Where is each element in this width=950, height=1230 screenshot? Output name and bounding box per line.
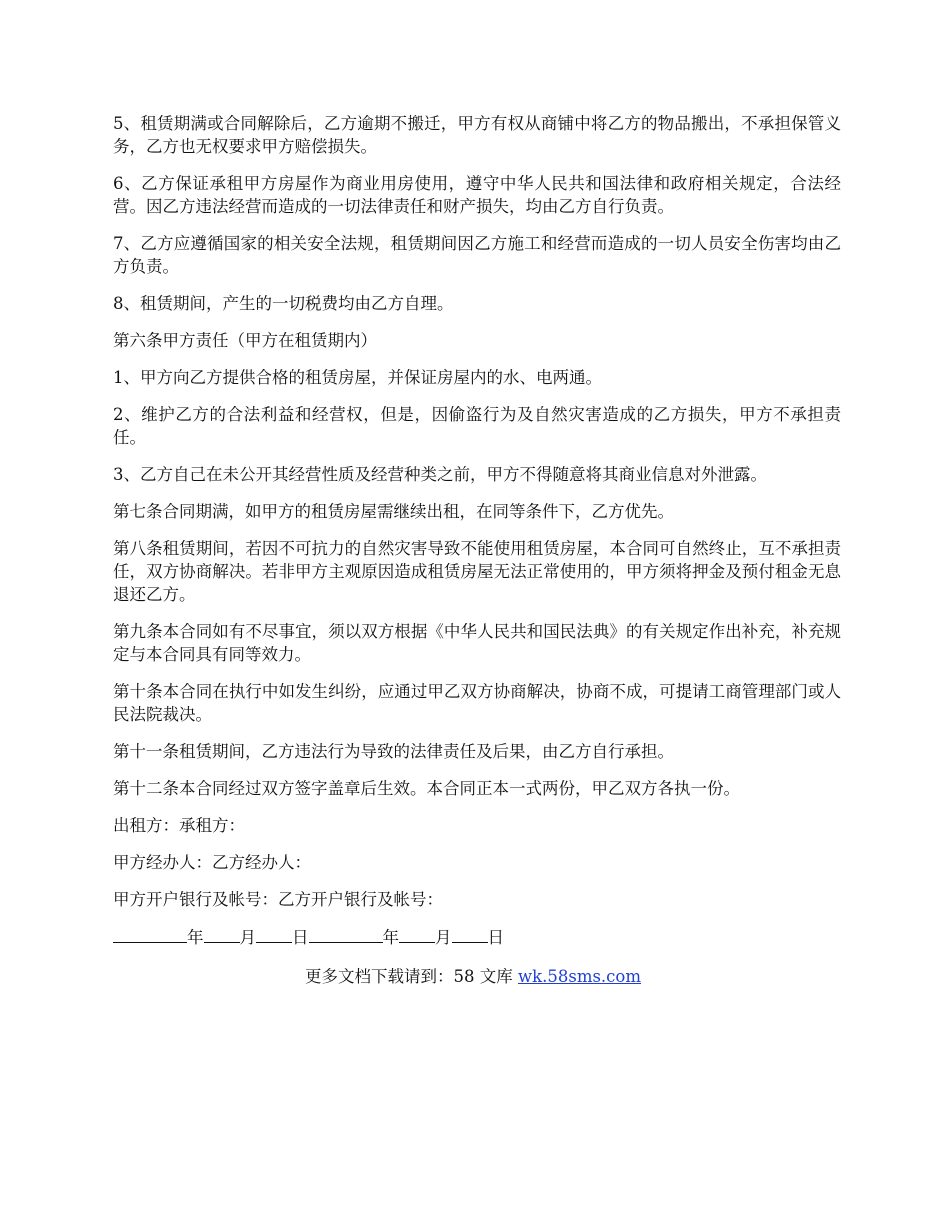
day-label-2: 日 xyxy=(487,928,504,947)
blank-year-1 xyxy=(113,925,187,943)
footer-text: 更多文档下载请到：58 文库 xyxy=(304,967,518,986)
year-label-2: 年 xyxy=(382,928,399,947)
blank-day-1 xyxy=(256,925,292,943)
article-7: 第七条合同期满，如甲方的租赁房屋需继续出租，在同等条件下，乙方优先。 xyxy=(113,502,674,521)
bank-accounts-line: 甲方开户银行及帐号：乙方开户银行及帐号： xyxy=(113,890,443,909)
article-11: 第十一条租赁期间，乙方违法行为导致的法律责任及后果，由乙方自行承担。 xyxy=(113,742,674,761)
parties-line: 出租方：承租方： xyxy=(113,816,245,835)
day-label: 日 xyxy=(292,928,309,947)
agents-line: 甲方经办人：乙方经办人： xyxy=(113,853,311,872)
date-line xyxy=(113,925,841,949)
article-6-item-2: 2、维护乙方的合法利益和经营权，但是，因偷盗行为及自然灾害造成的乙方损失，甲方不承担责任。 xyxy=(113,405,841,447)
blank-day-2 xyxy=(452,925,488,943)
clause-7: 7、乙方应遵循国家的相关安全法规，租赁期间因乙方施工和经营而造成的一切人员安全伤害均由乙方负责。 xyxy=(113,234,841,276)
article-9: 第九条本合同如有不尽事宜，须以双方根据《中华人民共和国民法典》的有关规定作出补充，补充规定与本合同具有同等效力。 xyxy=(113,622,841,664)
clause-6: 6、乙方保证承租甲方房屋作为商业用房使用，遵守中华人民共和国法律和政府相关规定，合法经营。因乙方违法经营而造成的一切法律责任和财产损失，均由乙方自行负责。 xyxy=(113,174,841,216)
clause-8: 8、租赁期间，产生的一切税费均由乙方自理。 xyxy=(113,294,454,313)
article-8: 第八条租赁期间，若因不可抗力的自然灾害导致不能使用租赁房屋，本合同可自然终止，互不承担责任，双方协商解决。若非甲方主观原因造成租赁房屋无法正常使用的，甲方须将押金及预付租金无息退还乙方。 xyxy=(113,539,841,604)
footer-link[interactable]: wk.58sms.com xyxy=(517,967,641,986)
month-label: 月 xyxy=(239,928,256,947)
clause-5: 5、租赁期满或合同解除后，乙方逾期不搬迁，甲方有权从商铺中将乙方的物品搬出，不承担保管义务，乙方也无权要求甲方赔偿损失。 xyxy=(113,114,841,156)
document-page xyxy=(113,112,841,988)
article-6-item-1: 1、甲方向乙方提供合格的租赁房屋，并保证房屋内的水、电两通。 xyxy=(113,368,602,387)
blank-year-2 xyxy=(309,925,383,943)
article-6-heading: 第六条甲方责任（甲方在租赁期内） xyxy=(113,331,377,350)
article-10: 第十条本合同在执行中如发生纠纷，应通过甲乙双方协商解决，协商不成，可提请工商管理部门或人民法院裁决。 xyxy=(113,682,841,724)
blank-month-1 xyxy=(204,925,240,943)
article-6-item-3: 3、乙方自己在未公开其经营性质及经营种类之前，甲方不得随意将其商业信息对外泄露。 xyxy=(113,465,767,484)
article-12: 第十二条本合同经过双方签字盖章后生效。本合同正本一式两份，甲乙双方各执一份。 xyxy=(113,779,740,798)
footer xyxy=(113,965,833,988)
year-label: 年 xyxy=(187,928,204,947)
month-label-2: 月 xyxy=(435,928,452,947)
blank-month-2 xyxy=(399,925,435,943)
